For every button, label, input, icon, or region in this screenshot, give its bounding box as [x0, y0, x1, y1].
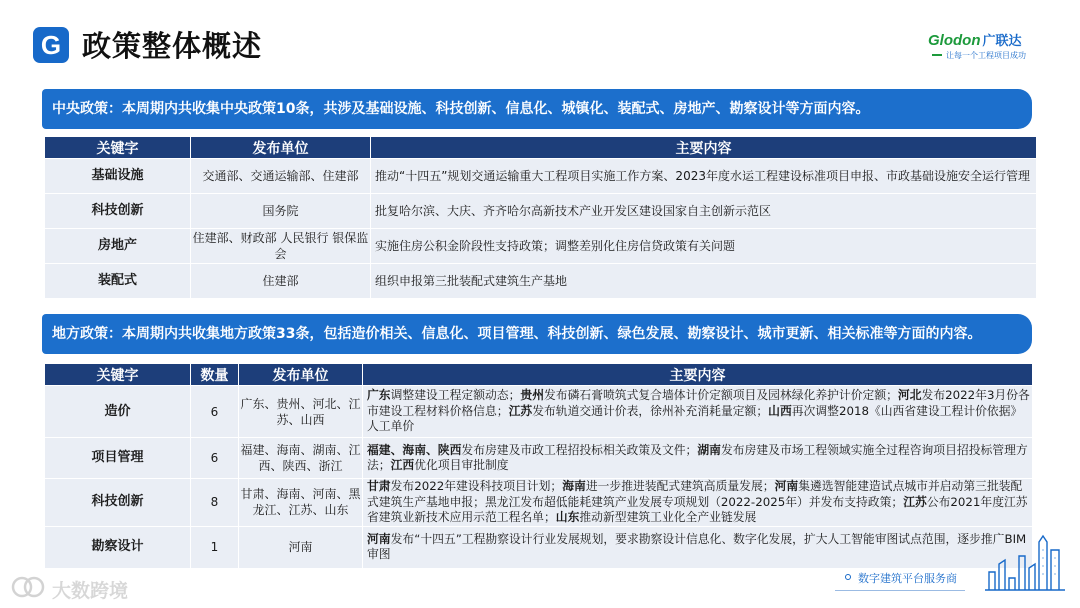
policy-text: 推动新型建筑工业化全产业链发展	[579, 510, 757, 524]
column-header-count: 数量	[191, 364, 239, 386]
region-name: 江西	[390, 458, 415, 472]
watermark-text: 大数跨境	[52, 580, 129, 602]
issuer-cell: 住建部、财政部 人民银行 银保监会	[191, 229, 371, 264]
local-policy-table	[44, 363, 1033, 569]
policy-text: 再次调整2018《山西省建设工程计价依据》人工单价	[367, 403, 1023, 434]
policy-text: 公布2021年度江苏省建筑业新技术应用示范工程名单；	[367, 494, 1028, 524]
count-cell: 6	[191, 438, 239, 479]
content-cell	[363, 438, 1033, 479]
policy-text: 发布2022年建设科技项目计划；	[390, 479, 563, 493]
content-cell	[363, 526, 1033, 568]
local-policy-banner: 地方政策：本周期内共收集地方政策33条，包括造价相关、信息化、项目管理、科技创新、绿色发展、勘察设计、城市更新、相关标准等方面的内容。	[42, 314, 1032, 354]
policy-text: 优化项目审批制度	[414, 458, 509, 472]
region-name: 江苏	[508, 403, 533, 418]
region-name: 山东	[555, 510, 580, 524]
table-row	[45, 194, 1037, 229]
keyword-cell: 装配式	[45, 264, 191, 299]
policy-text: 发布磷石膏喷筑式复合墙体计价定额项目及园林绿化养护计价定额；	[544, 388, 898, 403]
content-cell	[363, 386, 1033, 438]
keyword-cell: 科技创新	[45, 479, 191, 527]
column-header-content: 主要内容	[371, 137, 1037, 159]
region-name: 江苏	[903, 494, 927, 509]
issuer-cell: 河南	[239, 526, 363, 568]
central-policy-table	[44, 136, 1037, 299]
footer-divider	[835, 590, 965, 591]
region-name: 海南	[562, 479, 586, 493]
policy-text: 发布2022年3月份各市建设工程材料价格信息；	[367, 388, 1030, 418]
watermark-logo-icon	[10, 574, 46, 600]
column-header-keyword: 关键字	[45, 364, 191, 386]
content-cell: 批复哈尔滨、大庆、齐齐哈尔高新技术产业开发区建设国家自主创新示范区	[371, 194, 1037, 229]
table-header-row	[45, 137, 1037, 159]
count-cell: 1	[191, 526, 239, 568]
issuer-cell: 交通部、交通运输部、住建部	[191, 159, 371, 194]
city-skyline-icon	[985, 520, 1065, 592]
count-cell: 6	[191, 386, 239, 438]
footer-service-text: 数字建筑平台服务商	[858, 572, 957, 585]
region-name: 山西	[768, 403, 792, 418]
page-title: 政策整体概述	[82, 29, 263, 63]
watermark	[10, 574, 150, 602]
table-row	[45, 479, 1033, 527]
content-cell	[363, 479, 1033, 527]
keyword-cell: 房地产	[45, 229, 191, 264]
region-name: 甘肃	[367, 479, 391, 493]
region-name: 广东	[367, 388, 391, 403]
column-header-issuer: 发布单位	[239, 364, 363, 386]
issuer-cell: 住建部	[191, 264, 371, 299]
policy-text: 发布房建及市政工程招投标相关政策及文件；	[461, 442, 698, 457]
glodon-g-logo: G	[33, 27, 69, 63]
table-header-row	[45, 364, 1033, 386]
region-name: 河南	[367, 531, 391, 546]
table-row	[45, 159, 1037, 194]
table-row	[45, 229, 1037, 264]
keyword-cell: 勘察设计	[45, 526, 191, 568]
count-cell: 8	[191, 479, 239, 527]
central-policy-banner: 中央政策：本周期内共收集中央政策10条，共涉及基础设施、科技创新、信息化、城镇化、装配式、房地产、勘察设计等方面内容。	[42, 89, 1032, 129]
content-cell: 实施住房公积金阶段性支持政策；调整差别化住房信贷政策有关问题	[371, 229, 1037, 264]
region-name: 河北	[897, 388, 922, 403]
column-header-issuer: 发布单位	[191, 137, 371, 159]
policy-text: 发布房建及市场工程领域实施全过程咨询项目招投标管理方法；	[367, 442, 1028, 472]
table-row	[45, 264, 1037, 299]
region-name: 湖南	[697, 442, 721, 457]
table-row	[45, 438, 1033, 479]
column-header-content: 主要内容	[363, 364, 1033, 386]
issuer-cell: 国务院	[191, 194, 371, 229]
policy-text: 发布“十四五”工程勘察设计行业发展规划，要求勘察设计信息化、数字化发展，扩大人工智能审图试点范围，逐步推广BIM审图	[367, 531, 1027, 561]
footer-bullet	[845, 574, 851, 580]
issuer-cell: 广东、贵州、河北、江苏、山西	[239, 386, 363, 438]
region-name: 贵州	[520, 388, 544, 403]
brand-logo	[928, 30, 1058, 64]
keyword-cell: 基础设施	[45, 159, 191, 194]
content-cell: 推动“十四五”规划交通运输重大工程项目实施工作方案、2023年度水运工程建设标准项目申报、市政基础设施安全运行管理	[371, 159, 1037, 194]
region-name: 河南	[774, 479, 799, 493]
policy-text: 进一步推进装配式建筑高质量发展；	[585, 479, 775, 493]
table-row	[45, 386, 1033, 438]
brand-tagline: 让每一个工程项目成功	[946, 51, 1026, 60]
policy-text: 集遴选智能建造试点城市并启动第三批装配式建筑生产基地申报；黑龙江发布超低能耗建筑产业发展专项规划（2022-2025年）并发布支持政策；	[367, 479, 1023, 509]
keyword-cell: 科技创新	[45, 194, 191, 229]
table-row	[45, 526, 1033, 568]
keyword-cell: 造价	[45, 386, 191, 438]
policy-text: 调整建设工程定额动态；	[390, 388, 521, 403]
column-header-keyword: 关键字	[45, 137, 191, 159]
region-name: 福建、海南、陕西	[367, 442, 462, 457]
policy-text: 发布轨道交通计价表，徐州补充消耗量定额；	[532, 403, 769, 418]
brand-name: Glodon 广联达	[928, 32, 1022, 49]
content-cell: 组织申报第三批装配式建筑生产基地	[371, 264, 1037, 299]
issuer-cell: 福建、海南、湖南、江西、陕西、浙江	[239, 438, 363, 479]
issuer-cell: 甘肃、海南、河南、黑龙江、江苏、山东	[239, 479, 363, 527]
keyword-cell: 项目管理	[45, 438, 191, 479]
